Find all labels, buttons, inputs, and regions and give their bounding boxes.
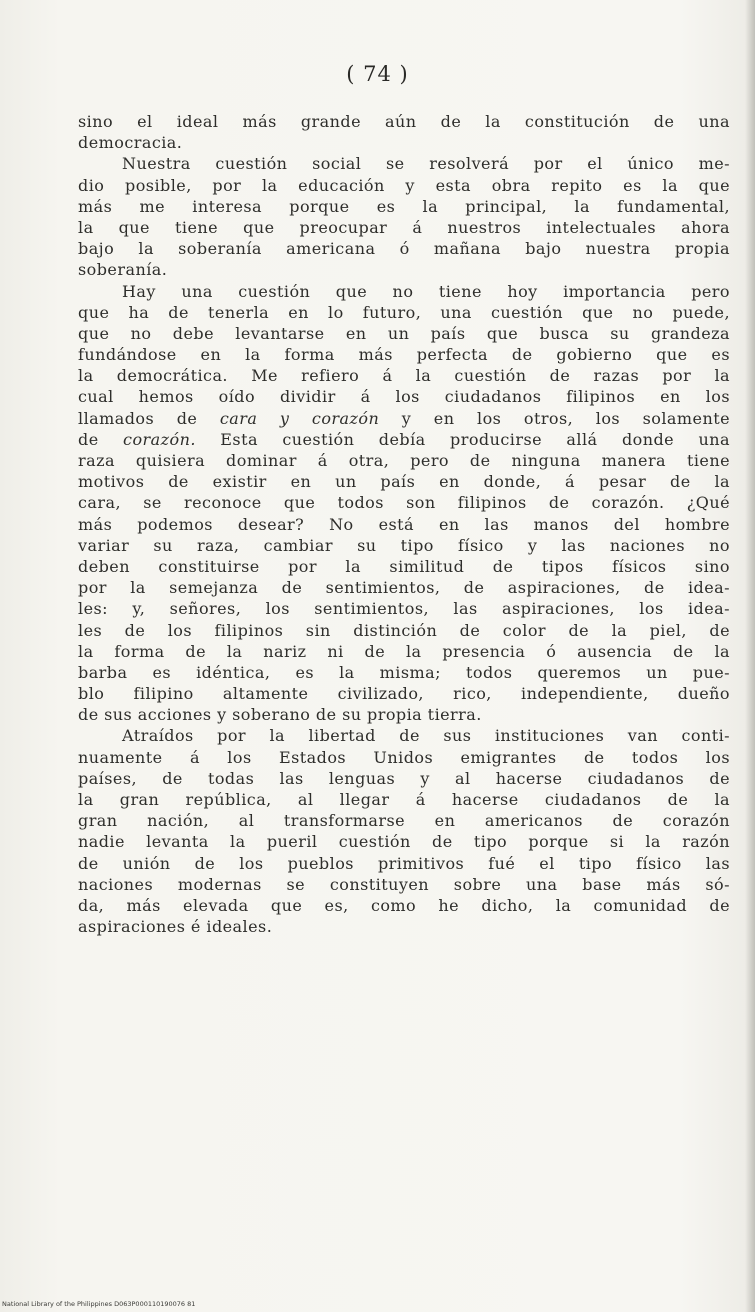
text-line: les: y, señores, los sentimientos, las aspiraciones, los idea-	[78, 599, 730, 619]
text-line: da, más elevada que es, como he dicho, la comunidad de	[78, 895, 730, 915]
text-segment: llamados de	[78, 408, 220, 428]
text-line: por la semejanza de sentimientos, de aspiraciones, de idea-	[78, 578, 730, 598]
text-line: nuamente á los Estados Unidos emigrantes de todos los	[78, 747, 730, 767]
text-line: la que tiene que preocupar á nuestros intelectuales ahora	[78, 217, 730, 237]
text-line: blo filipino altamente civilizado, rico, independiente, dueño	[78, 684, 730, 704]
text-segment: de	[78, 429, 124, 449]
text-segment: y en los otros, los solamente	[379, 408, 730, 428]
library-footer: National Library of the Philippines D063P000110190076 81	[2, 1300, 196, 1308]
text-line: motivos de existir en un país en donde, á pesar de la	[78, 472, 730, 492]
page-edge-shadow	[745, 0, 755, 1312]
text-line: que ha de tenerla en lo futuro, una cuestión que no puede,	[78, 302, 730, 322]
text-line: de unión de los pueblos primitivos fué el tipo físico las	[78, 853, 730, 873]
text-line: nadie levanta la pueril cuestión de tipo porque si la razón	[78, 832, 730, 852]
text-line: gran nación, al transformarse en americanos de corazón	[78, 811, 730, 831]
text-line: raza quisiera dominar á otra, pero de ninguna manera tiene	[78, 451, 730, 470]
text-line: la gran república, al llegar á hacerse ciudadanos de la	[78, 790, 730, 809]
text-line: fundándose en la forma más perfecta de gobierno que es	[78, 345, 730, 365]
body-text	[78, 111, 730, 937]
text-line	[78, 429, 730, 450]
text-line: bajo la soberanía americana ó mañana bajo nuestra propia	[78, 239, 730, 259]
italic-phrase: corazón.	[123, 429, 196, 449]
text-line: democracia.	[78, 133, 183, 153]
text-line: Hay una cuestión que no tiene hoy importancia pero	[122, 281, 730, 301]
text-line: deben constituirse por la similitud de tipos físicos sino	[78, 556, 730, 576]
text-line: Nuestra cuestión social se resolverá por el único me-	[122, 154, 730, 174]
text-line: soberanía.	[78, 260, 168, 280]
text-line	[78, 408, 730, 429]
text-line: dio posible, por la educación y esta obra repito es la que	[78, 175, 730, 195]
text-segment: Esta cuestión debía producirse allá donde una	[195, 429, 731, 449]
text-line: aspiraciones é ideales.	[78, 917, 273, 937]
text-line: más me interesa porque es la principal, la fundamental,	[78, 196, 730, 216]
text-line: más podemos desear? No está en las manos del hombre	[78, 514, 730, 534]
page-number: ( 74 )	[346, 62, 409, 86]
text-line: países, de todas las lenguas y al hacerse ciudadanos de	[78, 768, 730, 788]
text-line: variar su raza, cambiar su tipo físico y las naciones no	[78, 535, 730, 555]
text-line: Atraídos por la libertad de sus instituciones van conti-	[122, 726, 730, 746]
text-line: les de los filipinos sin distinción de color de la piel, de	[78, 620, 730, 640]
text-line: cual hemos oído dividir á los ciudadanos filipinos en los	[78, 387, 730, 407]
text-line: de sus acciones y soberano de su propia tierra.	[78, 705, 482, 725]
text-line: naciones modernas se constituyen sobre una base más só-	[78, 874, 730, 894]
text-line: sino el ideal más grande aún de la constitución de una	[78, 112, 730, 131]
italic-phrase: cara y corazón	[219, 408, 380, 428]
text-line: la forma de la nariz ni de la presencia ó ausencia de la	[78, 641, 730, 661]
text-line: cara, se reconoce que todos son filipinos de corazón. ¿Qué	[78, 493, 730, 513]
text-line: la democrática. Me refiero á la cuestión de razas por la	[78, 366, 730, 386]
text-line: barba es idéntica, es la misma; todos queremos un pue-	[78, 662, 730, 682]
text-line: que no debe levantarse en un país que busca su grandeza	[78, 323, 730, 343]
